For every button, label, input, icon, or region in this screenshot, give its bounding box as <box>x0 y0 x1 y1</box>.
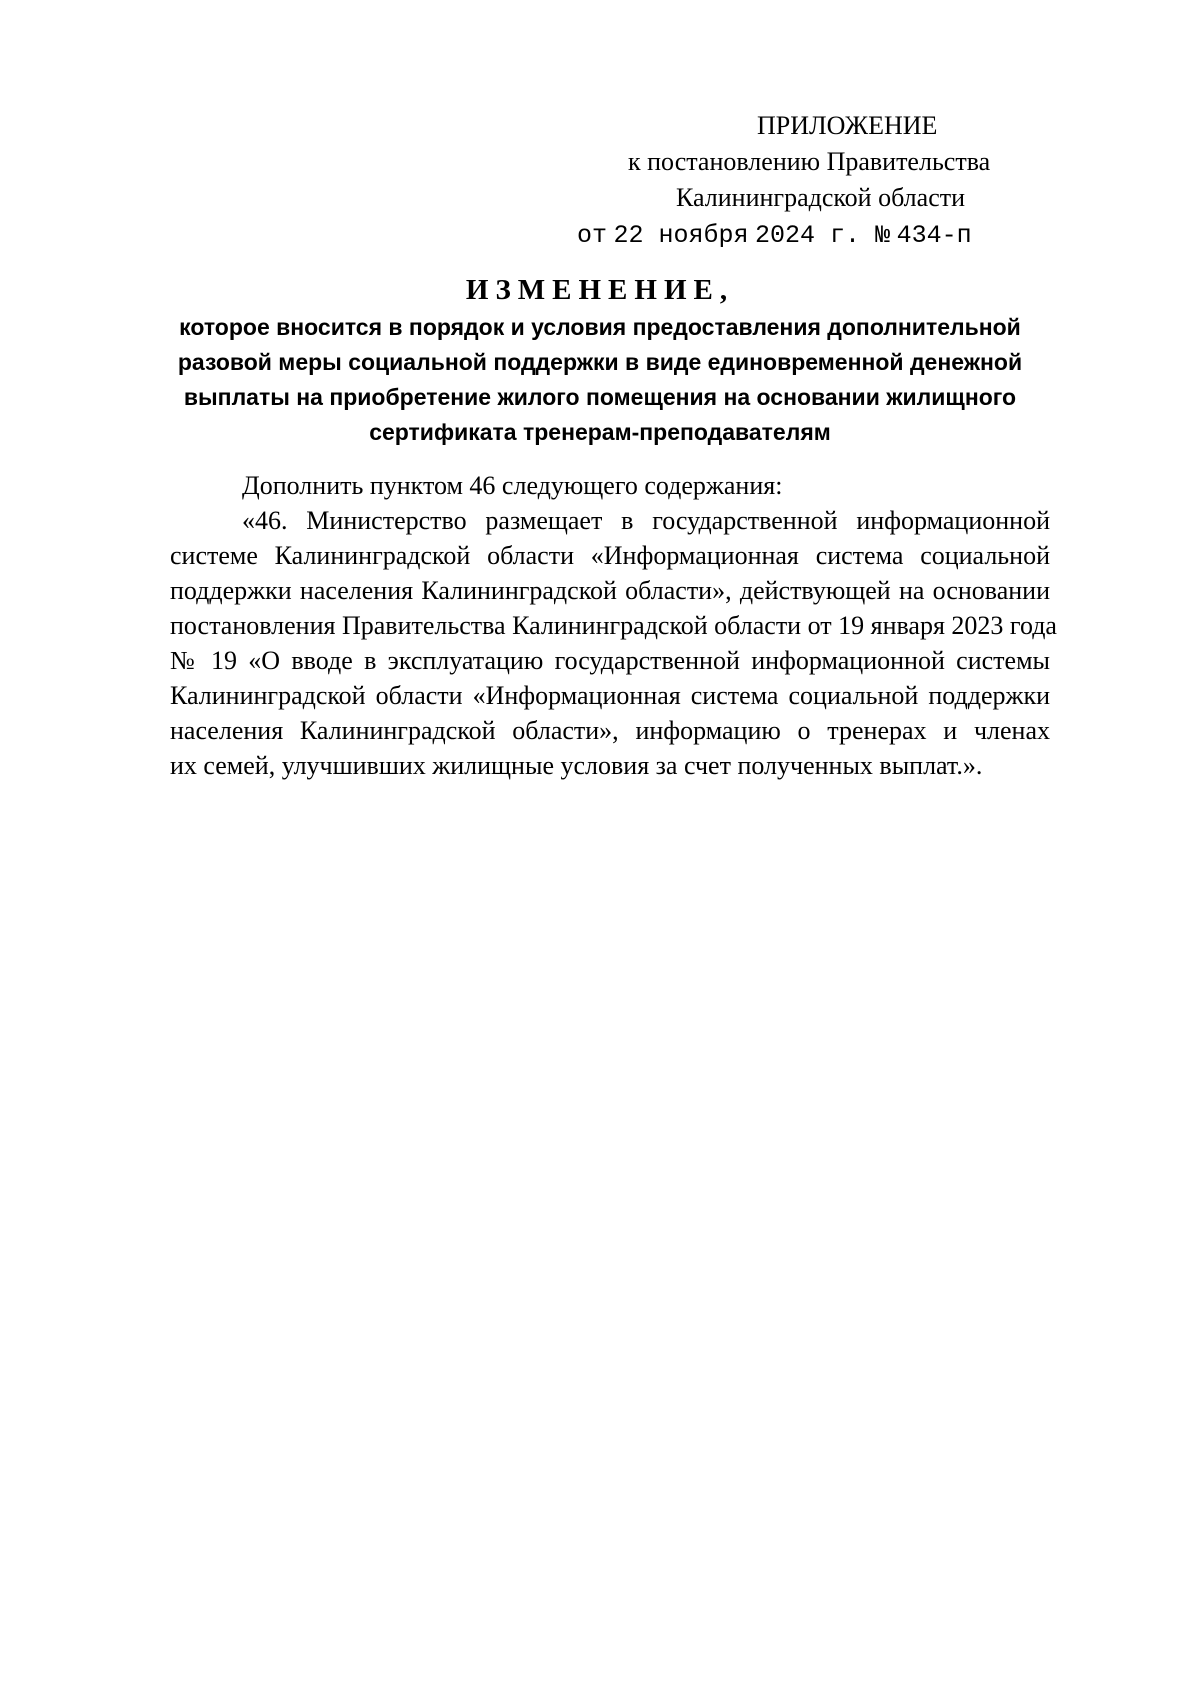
document-title: ИЗМЕНЕНИЕ, <box>465 274 735 306</box>
appendix-reference-line-1: к постановлению Правительства <box>628 147 991 176</box>
paragraph-line: № 19 «О вводе в эксплуатацию государственной информационной системы <box>170 646 1050 675</box>
paragraph-line: постановления Правительства Калининградской области от 19 января 2023 года <box>170 611 1057 640</box>
date-prefix: от <box>577 221 608 250</box>
paragraph-line: населения Калининградской области», информацию о тренерах и членах <box>170 716 1050 745</box>
appendix-reference-line-2: Калининградской области <box>676 183 966 212</box>
subtitle-line: разовой меры социальной поддержки в виде единовременной денежной <box>177 349 1023 375</box>
lead-paragraph: Дополнить пунктом 46 следующего содержания: <box>242 471 783 500</box>
document-body <box>170 468 1057 783</box>
paragraph-line: системе Калининградской области «Информационная система социальной <box>170 541 1050 570</box>
appendix-header <box>577 108 1068 252</box>
paragraph-line: их семей, улучшивших жилищные условия за счет полученных выплат.». <box>170 751 983 780</box>
appendix-heading: ПРИЛОЖЕНИЕ <box>757 111 938 140</box>
date-day-month: 22 ноября <box>613 221 749 250</box>
subtitle-line: сертификата тренерам-преподавателям <box>369 419 831 445</box>
subtitle-line: которое вносится в порядок и условия предоставления дополнительной <box>179 314 1021 340</box>
subtitle-line: выплаты на приобретение жилого помещения на основании жилищного <box>183 384 1017 410</box>
amendment-paragraph <box>170 503 1057 783</box>
paragraph-line: Калининградской области «Информационная система социальной поддержки <box>170 681 1050 710</box>
document-subtitle <box>150 310 1050 450</box>
appendix-date-line <box>577 216 972 254</box>
paragraph-line: «46. Министерство размещает в государственной информационной <box>242 506 1050 535</box>
document-number: 434-п <box>896 221 972 250</box>
paragraph-line: поддержки населения Калининградской области», действующей на основании <box>170 576 1050 605</box>
document-title-block <box>150 270 1050 450</box>
date-year: 2024 г. № <box>755 221 891 250</box>
